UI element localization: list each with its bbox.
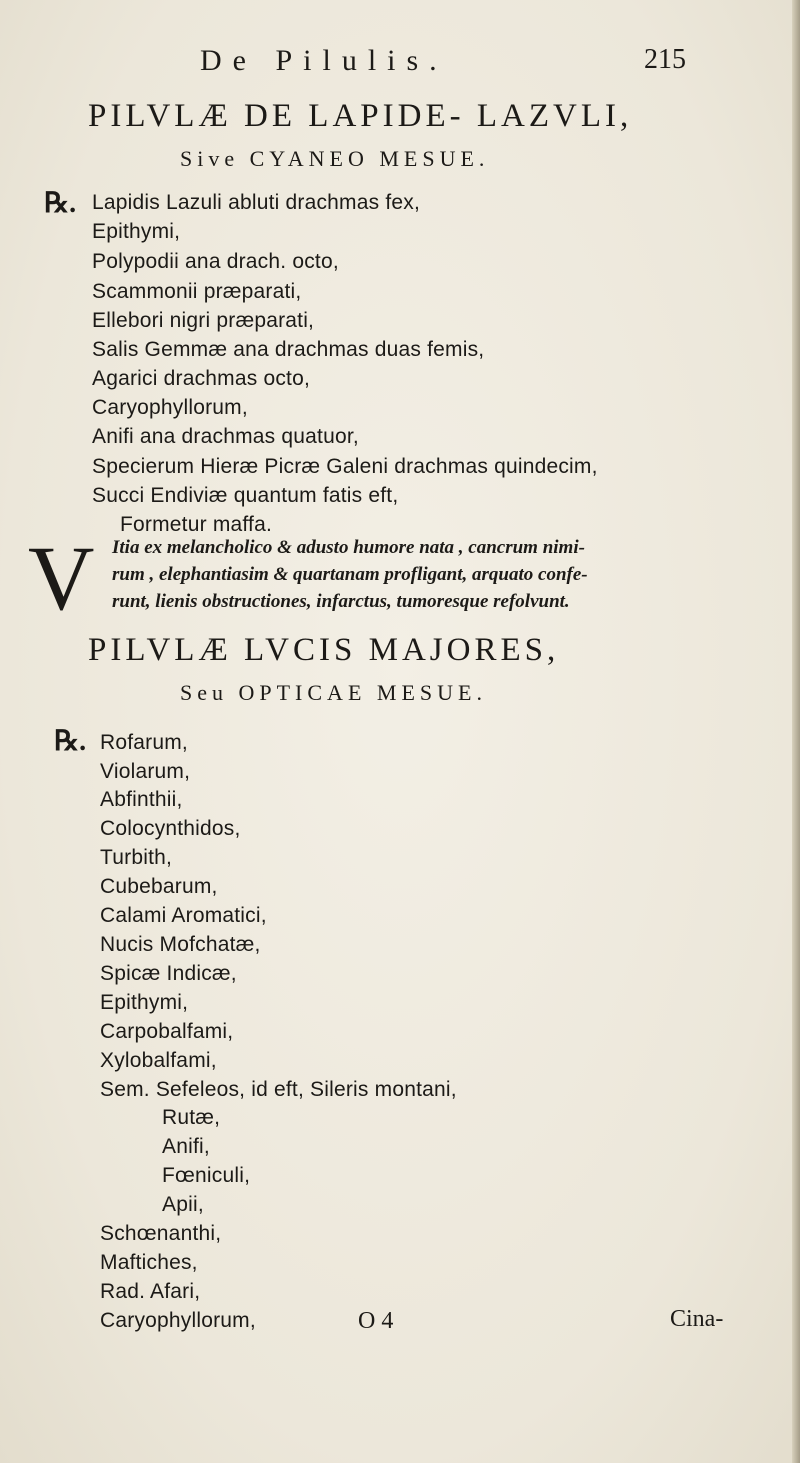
ingredient-line: Sem. Sefeleos, id eft, Sileris montani, xyxy=(100,1078,457,1101)
section-title-2: PILVLÆ LVCIS MAJORES, xyxy=(88,632,560,668)
ingredient-line: Anifi, xyxy=(162,1135,210,1158)
drop-cap: V xyxy=(28,527,95,629)
page-edge-shadow xyxy=(792,0,800,1463)
catchword: Cina- xyxy=(670,1306,724,1332)
signature-mark: O 4 xyxy=(358,1308,394,1334)
ingredient-line: Colocynthidos, xyxy=(100,817,241,840)
recipe-symbol-2: ℞. xyxy=(54,726,87,757)
ingredient-line: Cubebarum, xyxy=(100,875,218,898)
italic-line-1: Itia ex melancholico & adusto humore nata , cancrum nimi- xyxy=(112,537,585,558)
ingredient-line: Caryophyllorum, xyxy=(92,396,248,419)
ingredient-line: Succi Endiviæ quantum fatis eft, xyxy=(92,484,399,507)
ingredient-line: Fœniculi, xyxy=(162,1164,251,1187)
ingredient-line: Xylobalfami, xyxy=(100,1049,217,1072)
running-head: De Pilulis. xyxy=(200,44,448,77)
ingredient-line: Nucis Mofchatæ, xyxy=(100,933,261,956)
ingredient-line: Apii, xyxy=(162,1193,204,1216)
ingredient-line: Scammonii præparati, xyxy=(92,280,302,303)
ingredient-line: Turbith, xyxy=(100,846,173,869)
ingredient-line: Anifi ana drachmas quatuor, xyxy=(92,425,359,448)
ingredient-line: Rad. Afari, xyxy=(100,1280,201,1303)
ingredient-line: Violarum, xyxy=(100,760,191,783)
ingredient-line: Schœnanthi, xyxy=(100,1222,222,1245)
ingredient-line: Lapidis Lazuli abluti drachmas fex, xyxy=(92,191,421,214)
ingredient-line: Agarici drachmas octo, xyxy=(92,367,310,390)
ingredient-line: Salis Gemmæ ana drachmas duas femis, xyxy=(92,338,485,361)
ingredient-line: Polypodii ana drach. octo, xyxy=(92,250,339,273)
section-subtitle-1: Sive CYANEO MESUE. xyxy=(180,146,490,171)
ingredient-line: Calami Aromatici, xyxy=(100,904,267,927)
ingredient-line: Carpobalfami, xyxy=(100,1020,234,1043)
ingredient-line: Formetur maffa. xyxy=(120,513,272,536)
ingredient-line: Specierum Hieræ Picræ Galeni drachmas quindecim, xyxy=(92,455,598,478)
recipe-symbol-1: ℞. xyxy=(44,188,77,219)
ingredient-line: Maftiches, xyxy=(100,1251,198,1274)
italic-line-3: runt, lienis obstructiones, infarctus, tumoresque refolvunt. xyxy=(112,591,570,612)
ingredient-line: Spicæ Indicæ, xyxy=(100,962,237,985)
ingredient-line: Epithymi, xyxy=(100,991,189,1014)
ingredient-line: Rutæ, xyxy=(162,1106,221,1129)
page-number: 215 xyxy=(644,44,686,75)
section-title-1: PILVLÆ DE LAPIDE- LAZVLI, xyxy=(88,98,633,134)
ingredient-line: Ellebori nigri præparati, xyxy=(92,309,315,332)
ingredient-line: Abfinthii, xyxy=(100,788,183,811)
ingredient-line: Epithymi, xyxy=(92,220,181,243)
ingredient-line: Rofarum, xyxy=(100,731,188,754)
italic-line-2: rum , elephantiasim & quartanam profligant, arquato confe- xyxy=(112,564,588,585)
section-subtitle-2: Seu OPTICAE MESUE. xyxy=(180,680,487,705)
ingredient-line: Caryophyllorum, xyxy=(100,1309,256,1332)
